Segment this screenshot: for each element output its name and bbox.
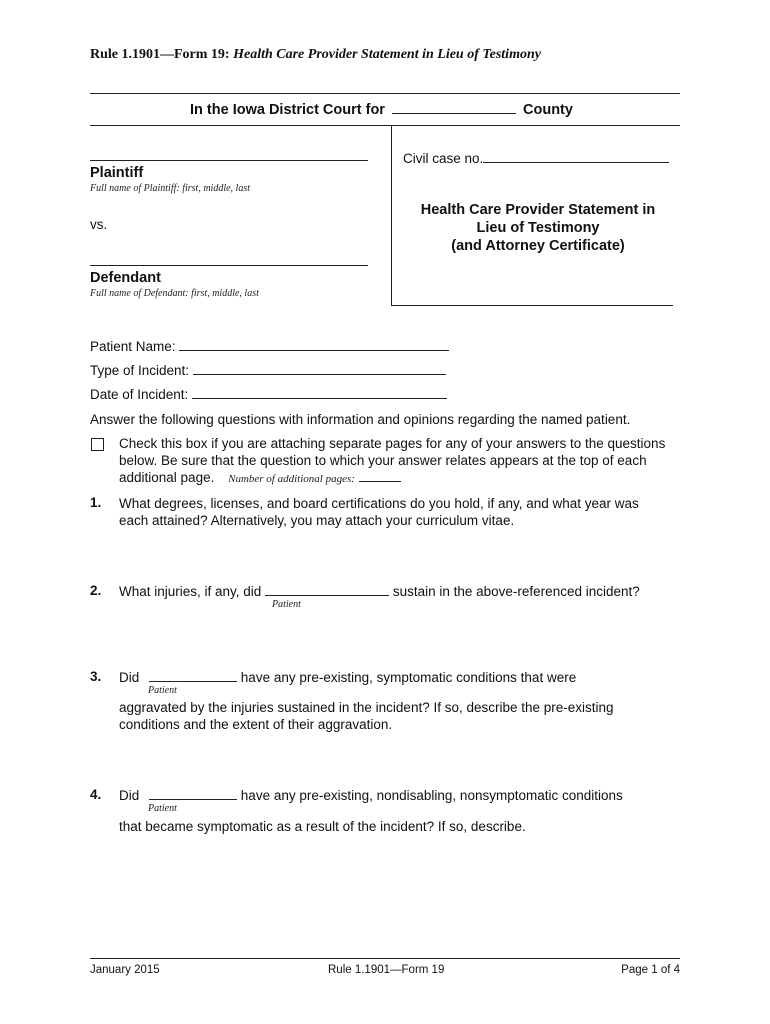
- type-incident-field[interactable]: [193, 362, 446, 375]
- instructions: Answer the following questions with information and opinions regarding the named patient.: [90, 412, 631, 427]
- doc-title-line-2: Lieu of Testimony: [476, 220, 600, 236]
- patient-name-field[interactable]: [179, 338, 449, 351]
- doc-title-line-1: Health Care Provider Statement in: [420, 202, 656, 218]
- q3-number: 3.: [90, 669, 102, 684]
- q3-text-line-1: Did have any pre-existing, symptomatic conditions that were: [119, 670, 577, 685]
- type-incident-label: Type of Incident:: [90, 363, 190, 378]
- county-field[interactable]: [392, 102, 516, 114]
- q1-text: What degrees, licenses, and board certifications do you hold, if any, and what year was each attained? Alternatively, you may attach your curriculum vitae.: [119, 496, 639, 528]
- date-incident-row: [90, 386, 447, 403]
- q2-number: 2.: [90, 583, 102, 598]
- q3-text-rest: aggravated by the injuries sustained in the incident? If so, describe the pre-existing conditions and the extent of their aggravation.: [119, 700, 614, 732]
- case-no-label: Civil case no.: [403, 151, 484, 166]
- form-header: [90, 47, 541, 63]
- case-no-field[interactable]: [483, 150, 669, 163]
- defendant-hint: Full name of Defendant: first, middle, last: [90, 288, 259, 299]
- q2-patient-hint: Patient: [272, 599, 301, 610]
- pages-hint: Number of additional pages:: [228, 473, 355, 485]
- case-number: [403, 150, 669, 167]
- doc-title-line-3: (and Attorney Certificate): [451, 238, 625, 254]
- q3-patient-field[interactable]: [149, 669, 237, 682]
- attach-line-1: Check this box if you are attaching separate pages for any of your answers to the questions: [119, 436, 666, 451]
- defendant-label: Defendant: [90, 270, 161, 286]
- q1-number: 1.: [90, 495, 102, 510]
- q4-patient-hint: Patient: [148, 803, 177, 814]
- caption-bottom-rule: [391, 305, 673, 306]
- top-rule: [90, 93, 680, 94]
- q3-patient-hint: Patient: [148, 685, 177, 696]
- form-title: Health Care Provider Statement in Lieu of Testimony: [233, 47, 541, 62]
- q4-text-line-1: Did have any pre-existing, nondisabling, nonsymptomatic conditions: [119, 788, 623, 803]
- attach-text: [119, 435, 665, 488]
- plaintiff-label: Plaintiff: [90, 165, 144, 181]
- court-heading: [190, 102, 573, 118]
- q4-text-rest: that became symptomatic as a result of the incident? If so, describe.: [119, 819, 526, 834]
- footer-page: Page 1 of 4: [621, 964, 680, 976]
- q2-patient-field[interactable]: [265, 583, 389, 596]
- plaintiff-name-line[interactable]: [90, 160, 368, 161]
- rule-label: Rule 1.1901—Form 19:: [90, 47, 230, 62]
- court-rule: [90, 125, 680, 126]
- plaintiff-hint: Full name of Plaintiff: first, middle, last: [90, 183, 250, 194]
- court-suffix: County: [523, 102, 573, 118]
- attach-line-2: below. Be sure that the question to which your answer relates appears at the top of each: [119, 453, 647, 468]
- patient-name-row: [90, 338, 449, 355]
- document-title: [392, 201, 684, 255]
- court-prefix: In the Iowa District Court for: [190, 102, 385, 118]
- defendant-name-line[interactable]: [90, 265, 368, 266]
- date-incident-field[interactable]: [192, 386, 447, 399]
- attach-line-3: additional page. Number of additional pages:: [119, 469, 665, 488]
- footer-date: January 2015: [90, 964, 160, 976]
- q2-text: What injuries, if any, did sustain in the above-referenced incident?: [119, 584, 640, 599]
- patient-name-label: Patient Name:: [90, 339, 176, 354]
- q4-number: 4.: [90, 787, 102, 802]
- attach-pages-checkbox[interactable]: [91, 438, 104, 451]
- type-incident-row: [90, 362, 446, 379]
- footer-rule: [90, 958, 680, 959]
- date-incident-label: Date of Incident:: [90, 387, 189, 402]
- vs-text: vs.: [90, 217, 108, 232]
- pages-count-field[interactable]: [359, 471, 401, 482]
- footer-rule-label: Rule 1.1901—Form 19: [328, 964, 445, 976]
- q4-patient-field[interactable]: [149, 787, 237, 800]
